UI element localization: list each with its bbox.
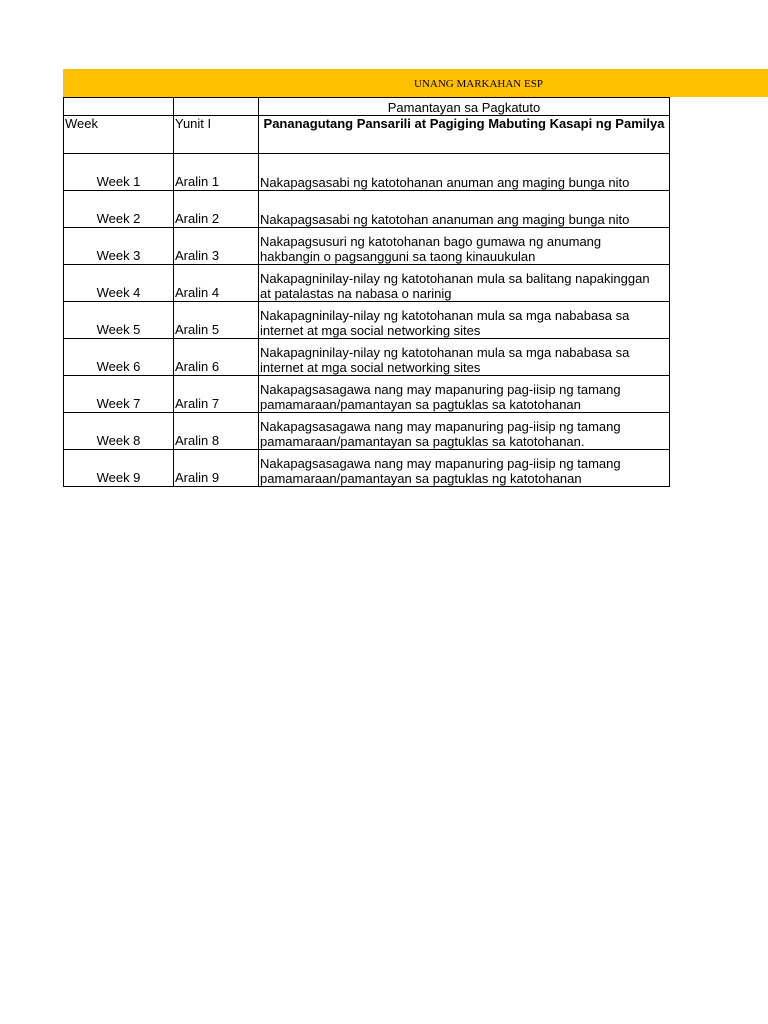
lesson-cell: Aralin 3 [174, 228, 259, 265]
week-cell: Week 6 [64, 339, 174, 376]
lesson-cell: Aralin 7 [174, 376, 259, 413]
lesson-cell: Aralin 8 [174, 413, 259, 450]
week-cell: Week 4 [64, 265, 174, 302]
week-cell: Week 5 [64, 302, 174, 339]
week-cell: Week 3 [64, 228, 174, 265]
curriculum-table [63, 97, 670, 487]
week-cell: Week 1 [64, 154, 174, 191]
lesson-cell: Aralin 1 [174, 154, 259, 191]
standard-cell: Nakapagsasabi ng katotohanan anuman ang maging bunga nito [259, 154, 670, 191]
table-row [64, 265, 670, 302]
table-row [64, 339, 670, 376]
unit-title: Pananagutang Pansarili at Pagiging Mabuting Kasapi ng Pamilya [259, 116, 670, 154]
standard-cell: Nakapagsasagawa nang may mapanuring pag-iisip ng tamang pamamaraan/pamantayan sa pagtuklas ng katotohanan [259, 450, 670, 487]
standards-header: Pamantayan sa Pagkatuto [259, 98, 670, 116]
empty-header-cell [64, 98, 174, 116]
table-row [64, 191, 670, 228]
table-row [64, 228, 670, 265]
week-cell: Week 2 [64, 191, 174, 228]
table-row [64, 450, 670, 487]
lesson-cell: Aralin 4 [174, 265, 259, 302]
table-row [64, 154, 670, 191]
standard-cell: Nakapagsasagawa nang may mapanuring pag-iisip ng tamang pamamaraan/pamantayan sa pagtuklas sa katotohanan [259, 376, 670, 413]
standard-cell: Nakapagsasabi ng katotohan ananuman ang maging bunga nito [259, 191, 670, 228]
standard-cell: Nakapagninilay-nilay ng katotohanan mula sa mga nababasa sa internet at mga social networking sites [259, 302, 670, 339]
page-title: UNANG MARKAHAN ESP [414, 78, 543, 90]
table-row [64, 413, 670, 450]
table-body [64, 154, 670, 487]
header-row-standards [64, 98, 670, 116]
lesson-cell: Aralin 9 [174, 450, 259, 487]
empty-header-cell [174, 98, 259, 116]
week-cell: Week 7 [64, 376, 174, 413]
standard-cell: Nakapagsusuri ng katotohanan bago gumawa ng anumang hakbangin o pagsangguni sa taong kinauukulan [259, 228, 670, 265]
week-cell: Week 8 [64, 413, 174, 450]
lesson-cell: Aralin 5 [174, 302, 259, 339]
standard-cell: Nakapagninilay-nilay ng katotohanan mula sa balitang napakinggan at patalastas na nabasa o narinig [259, 265, 670, 302]
week-column-header: Week [64, 116, 174, 154]
week-cell: Week 9 [64, 450, 174, 487]
standard-cell: Nakapagninilay-nilay ng katotohanan mula sa mga nababasa sa internet at mga social networking sites [259, 339, 670, 376]
lesson-cell: Aralin 6 [174, 339, 259, 376]
lesson-cell: Aralin 2 [174, 191, 259, 228]
standard-cell: Nakapagsasagawa nang may mapanuring pag-iisip ng tamang pamamaraan/pamantayan sa pagtuklas sa katotohanan. [259, 413, 670, 450]
unit-column-header: Yunit I [174, 116, 259, 154]
table-row [64, 302, 670, 339]
header-row-unit [64, 116, 670, 154]
table-row [64, 376, 670, 413]
